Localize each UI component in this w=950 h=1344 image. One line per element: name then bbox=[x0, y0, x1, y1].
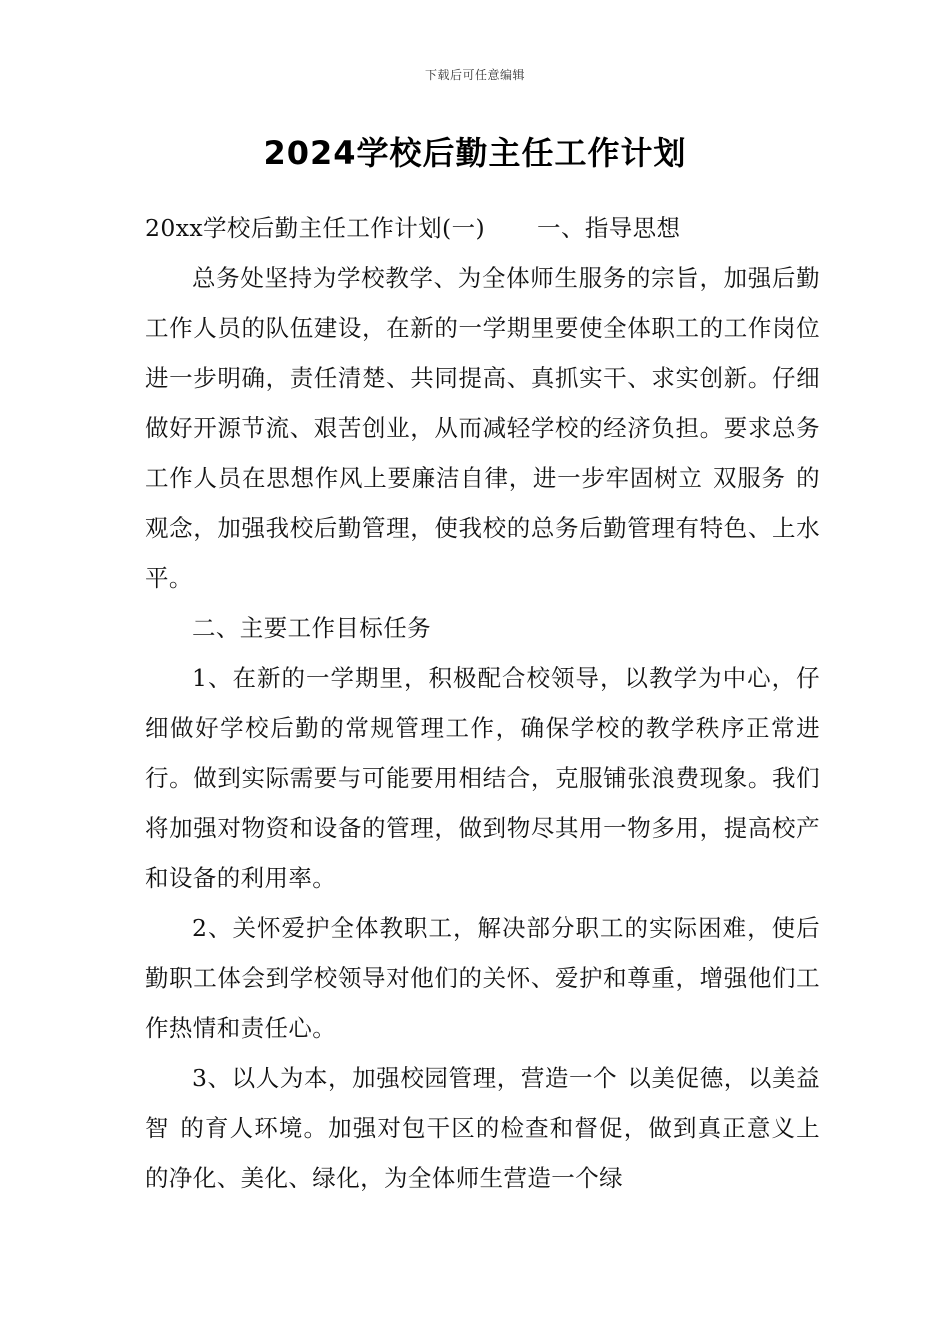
section-heading-2: 二、主要工作目标任务 bbox=[192, 614, 431, 642]
paragraph-text: 的育人环境。加强对包干区的检查和督促，做到真正意义上的净化、美化、绿化，为全体师生营造一个绿 bbox=[145, 1114, 820, 1192]
list-item-1: 1、在新的一学期里，积极配合校领导，以教学为中心，仔细做好学校后勤的常规管理工作，确保学校的教学秩序正常进行。做到实际需要与可能要用相结合，克服铺张浪费现象。我们将加强对物资和设备的管理，做到物尽其用一物多用，提高校产和设备的利用率。 bbox=[145, 664, 820, 892]
section-heading-1: 一、指导思想 bbox=[537, 214, 681, 242]
subtitle-line bbox=[145, 203, 820, 253]
paragraph-text: 的观念，加强我校后勤管理，使我校的总务后勤管理有特色、上水平。 bbox=[145, 464, 821, 592]
quoted-phrase: 双服务 bbox=[712, 464, 786, 492]
paragraph-guiding-ideology bbox=[145, 253, 820, 603]
list-item-3 bbox=[145, 1053, 820, 1203]
quoted-phrase: 以美促德，以美益智 bbox=[145, 1064, 821, 1142]
document-title: 2024学校后勤主任工作计划 bbox=[263, 134, 687, 172]
paragraph-text: 3、以人为本，加强校园管理，营造一个 bbox=[192, 1064, 618, 1092]
paragraph-text: 总务处坚持为学校教学、为全体师生服务的宗旨，加强后勤工作人员的队伍建设，在新的一学期里要使全体职工的工作岗位进一步明确，责任清楚、共同提高、真抓实干、求实创新。仔细做好开源节流、艰苦创业，从而减轻学校的经济负担。要求总务工作人员在思想作风上要廉洁自律，进一步牢固树立 bbox=[145, 264, 820, 492]
document-subtitle: 20xx学校后勤主任工作计划(一) bbox=[145, 214, 486, 242]
document-body bbox=[145, 203, 820, 1203]
list-item-2: 2、关怀爱护全体教职工，解决部分职工的实际困难，使后勤职工体会到学校领导对他们的关怀、爱护和尊重，增强他们工作热情和责任心。 bbox=[145, 914, 820, 1042]
header-note: 下载后可任意编辑 bbox=[424, 68, 525, 82]
